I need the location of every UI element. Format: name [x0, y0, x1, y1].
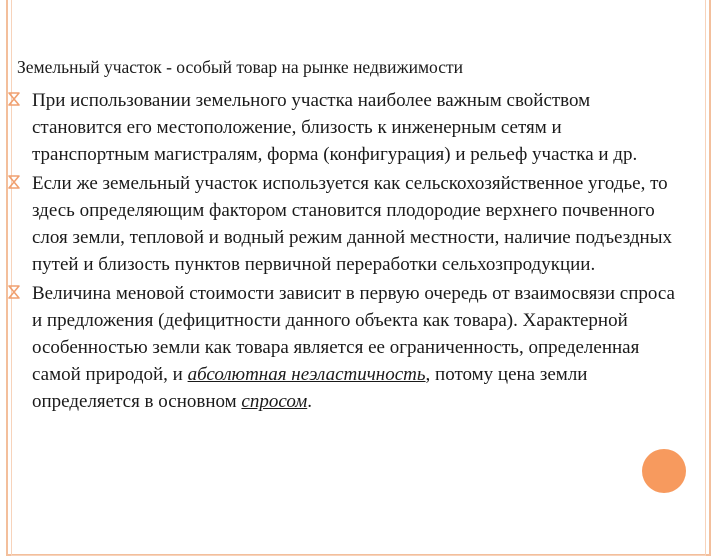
emphasis-inelasticity: абсолютная неэластичность — [187, 364, 426, 385]
emphasis-demand: спросом — [241, 391, 308, 412]
slide-title: Земельный участок - особый товар на рынке недвижимости — [17, 57, 464, 77]
bullet-list — [0, 87, 700, 417]
bullet-hourglass-icon — [6, 174, 22, 190]
decorative-circle — [642, 449, 686, 493]
bullet-item — [0, 280, 700, 415]
bullet-hourglass-icon — [6, 284, 22, 300]
bullet-text-part: , потому цена земли определяется в основном — [32, 364, 588, 412]
bullet-item — [0, 87, 700, 168]
bullet-text: Если же земельный участок используется как сельскохозяйственное угодье, то здесь определяющим фактором становится плодородие верхнего почвенного слоя земли, тепловой и водный режим данной местности, наличие подъездных путей и близость пунктов первичной переработки сельхозпродукции. — [32, 173, 672, 275]
bullet-text-part: . — [307, 391, 312, 412]
bullet-item — [0, 170, 700, 278]
bullet-hourglass-icon — [6, 91, 22, 107]
bullet-text-part: Величина меновой стоимости зависит в первую очередь от взаимосвязи спроса и предложения (дефицитности данного объекта как товара). Характерной особенностью земли как товара является ее ограниченность, определенная самой природой, и — [32, 283, 675, 385]
bullet-text: При использовании земельного участка наиболее важным свойством становится его местоположение, близость к инженерным сетям и транспортным магистралям, форма (конфигурация) и рельеф участка и др. — [32, 90, 638, 165]
